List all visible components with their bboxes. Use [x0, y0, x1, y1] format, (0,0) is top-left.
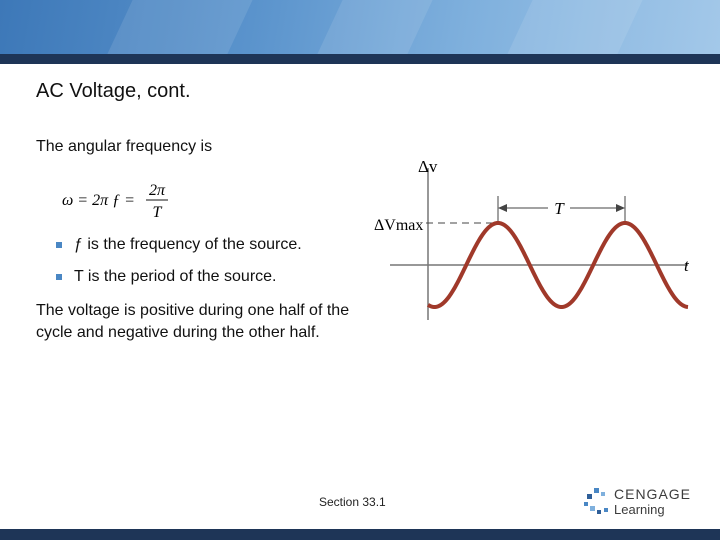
bullet-item	[56, 236, 302, 254]
slide-title: AC Voltage, cont.	[36, 80, 191, 102]
cengage-logo	[582, 484, 702, 520]
period-label: T	[554, 199, 564, 218]
bullet-text: ƒ is the frequency of the source.	[74, 236, 302, 253]
logo-text-cengage: CENGAGE	[614, 486, 692, 502]
formula-denominator: T	[152, 204, 162, 221]
footer-section: Section 33.1	[319, 495, 386, 509]
formula-numerator: 2π	[148, 182, 166, 199]
banner-stripe	[0, 54, 720, 64]
bottom-bar	[0, 529, 720, 540]
banner-facet	[317, 0, 432, 54]
intro-text: The angular frequency is	[36, 138, 213, 155]
top-banner	[0, 0, 720, 54]
logo-text-learning: Learning	[614, 502, 665, 517]
bullet-item	[56, 268, 276, 286]
formula-lhs: ω = 2π ƒ =	[62, 192, 135, 209]
amplitude-label: ΔVmax	[374, 217, 424, 234]
body-paragraph: The voltage is positive during one half of the cycle and negative during the other half.	[36, 302, 350, 341]
bullet-marker	[56, 274, 62, 280]
period-arrowhead-left	[498, 204, 507, 212]
bullet-marker	[56, 242, 62, 248]
banner-facet	[507, 0, 642, 54]
bullet-text: T is the period of the source.	[74, 268, 277, 285]
sine-wave-figure	[370, 150, 700, 330]
x-axis-label: t	[684, 256, 689, 275]
y-axis-label: Δv	[418, 157, 438, 176]
period-arrowhead-right	[616, 204, 625, 212]
banner-facet	[107, 0, 252, 54]
logo-dots-icon	[584, 486, 612, 518]
angular-frequency-formula	[62, 178, 202, 222]
